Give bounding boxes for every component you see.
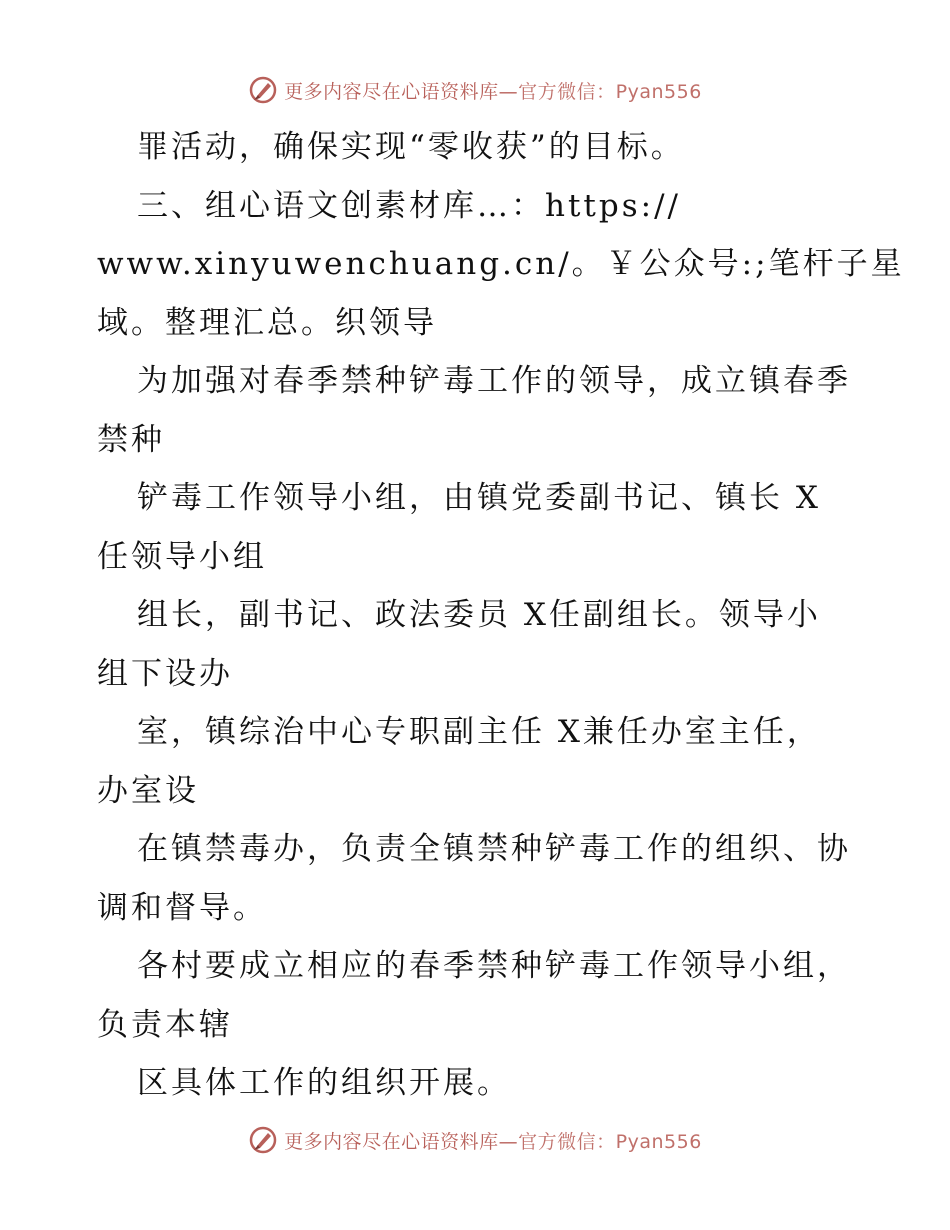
document-body bbox=[97, 118, 905, 1113]
text-line: 为加强对春季禁种铲毒工作的领导，成立镇春季 bbox=[137, 363, 851, 399]
text-line: 铲毒工作领导小组，由镇党委副书记、镇长 X bbox=[137, 480, 821, 516]
text-line: 域。整理汇总。织领导 bbox=[97, 304, 437, 341]
brand-logo-icon bbox=[248, 1125, 278, 1155]
header-banner-text: 更多内容尽在心语资料库—官方微信：Pyan556 bbox=[284, 80, 702, 103]
text-line: 任领导小组 bbox=[97, 538, 267, 575]
text-line: 罪活动，确保实现“零收获”的目标。 bbox=[137, 129, 685, 165]
footer-banner bbox=[0, 1120, 950, 1160]
text-line: 禁种 bbox=[97, 421, 165, 458]
text-line: 办室设 bbox=[97, 772, 199, 809]
text-line: 各村要成立相应的春季禁种铲毒工作领导小组， bbox=[137, 948, 851, 984]
text-line: 调和督导。 bbox=[97, 889, 267, 926]
footer-banner-text: 更多内容尽在心语资料库—官方微信：Pyan556 bbox=[284, 1130, 702, 1153]
text-line: 组长，副书记、政法委员 X任副组长。领导小 bbox=[137, 597, 821, 633]
header-banner bbox=[0, 70, 950, 110]
text-line: 三、组心语文创素材库…：https:// bbox=[137, 187, 681, 224]
text-line: 负责本辖 bbox=[97, 1006, 233, 1043]
text-line: 区具体工作的组织开展。 bbox=[137, 1065, 511, 1101]
text-line: 组下设办 bbox=[97, 655, 233, 692]
text-line: www.xinyuwenchuang.cn/。￥公众号:;笔杆子星 bbox=[97, 246, 905, 282]
text-line: 在镇禁毒办，负责全镇禁种铲毒工作的组织、协 bbox=[137, 831, 851, 867]
text-line: 室，镇综治中心专职副主任 X兼任办室主任， bbox=[137, 714, 821, 750]
brand-logo-icon bbox=[248, 75, 278, 105]
